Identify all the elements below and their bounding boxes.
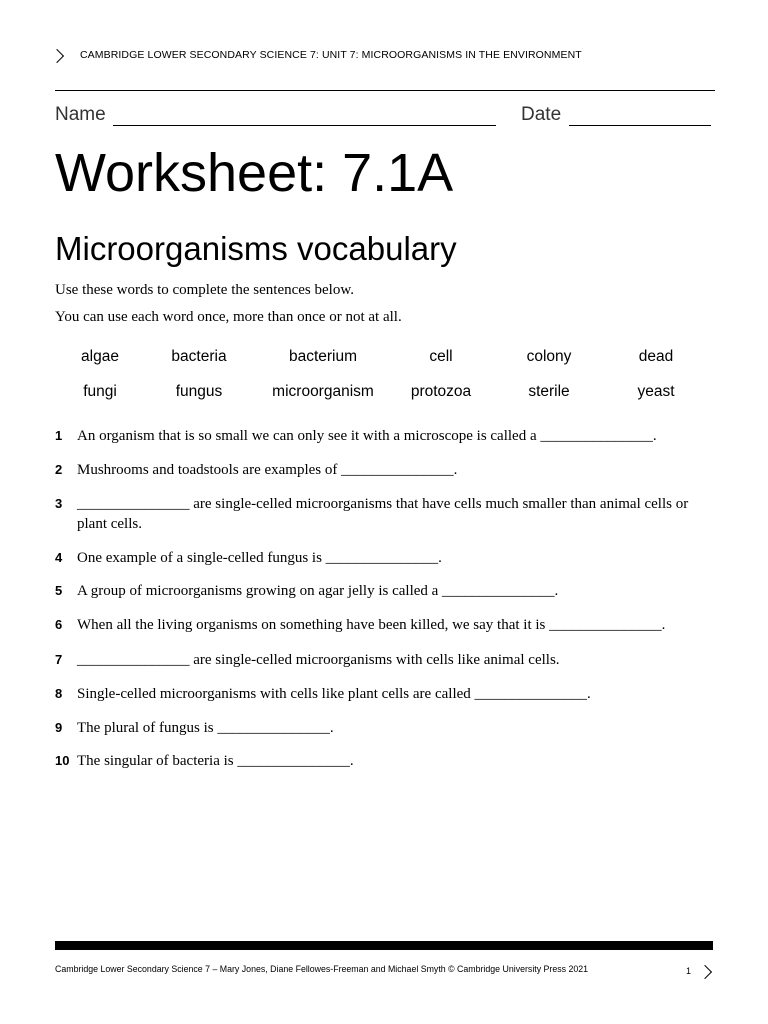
question-text: [77, 426, 717, 446]
question-number: 6: [55, 617, 63, 632]
question-number: 4: [55, 550, 63, 565]
next-page-chevron-icon[interactable]: [698, 965, 712, 979]
question-line: The singular of bacteria is _______________.: [77, 753, 354, 769]
question-text: [77, 718, 717, 738]
word-microorganism: microorganism: [272, 383, 374, 400]
question-number: 10: [55, 753, 70, 768]
question-line: _______________ are single-celled microorganisms that have cells much smaller than animal cells or: [77, 496, 689, 512]
question-line: An organism that is so small we can only see it with a microscope is called a _______________.: [77, 428, 657, 444]
question-text: [77, 615, 717, 635]
worksheet-subtitle: Microorganisms vocabulary: [55, 230, 457, 267]
question-number: 2: [55, 462, 63, 477]
running-header: CAMBRIDGE LOWER SECONDARY SCIENCE 7: UNIT 7: MICROORGANISMS IN THE ENVIRONMENT: [80, 49, 582, 61]
word-protozoa: protozoa: [410, 383, 472, 400]
instruction-2: You can use each word once, more than once or not at all.: [55, 309, 402, 325]
question-number: 3: [55, 496, 63, 511]
question-line: plant cells.: [77, 516, 142, 532]
word-yeast: yeast: [637, 383, 675, 400]
question-text: [77, 751, 717, 771]
word-fungi: fungi: [83, 383, 117, 400]
word-colony: colony: [526, 348, 572, 365]
instruction-1: Use these words to complete the sentences below.: [55, 282, 354, 298]
question-text: [77, 548, 717, 568]
name-field[interactable]: [113, 125, 496, 126]
question-number: 7: [55, 652, 63, 667]
question-number: 8: [55, 686, 63, 701]
question-text: [77, 581, 717, 601]
header-rule: [55, 90, 715, 91]
date-field[interactable]: [569, 125, 711, 126]
question-line: Single-celled microorganisms with cells like plant cells are called _______________.: [77, 686, 591, 702]
date-label: Date: [521, 104, 562, 125]
question-number: 1: [55, 428, 63, 443]
question-text: [77, 684, 717, 704]
question-text: [77, 650, 717, 670]
word-fungus: fungus: [175, 383, 223, 400]
question-line: One example of a single-celled fungus is _______________.: [77, 550, 442, 566]
word-bacterium: bacterium: [288, 348, 358, 365]
word-cell: cell: [429, 348, 453, 365]
question-number: 5: [55, 583, 63, 598]
word-dead: dead: [638, 348, 674, 365]
word-algae: algae: [81, 348, 119, 365]
question-line: Mushrooms and toadstools are examples of _______________.: [77, 462, 458, 478]
footer-bar: [55, 941, 713, 950]
name-label: Name: [55, 104, 106, 125]
word-sterile: sterile: [528, 383, 570, 400]
question-text: [77, 494, 717, 534]
chevron-right-icon: [50, 49, 64, 63]
question-line: When all the living organisms on something have been killed, we say that it is _______________.: [77, 617, 666, 633]
footer-credit: Cambridge Lower Secondary Science 7 – Mary Jones, Diane Fellowes-Freeman and Michael Smyth © Cambridge University Press 2021: [55, 964, 589, 974]
page-number: 1: [686, 966, 692, 976]
question-line: _______________ are single-celled microorganisms with cells like animal cells.: [77, 652, 560, 668]
question-line: A group of microorganisms growing on agar jelly is called a _______________.: [77, 583, 559, 599]
question-number: 9: [55, 720, 63, 735]
word-bacteria: bacteria: [171, 348, 227, 365]
question-text: [77, 460, 717, 480]
worksheet-title: Worksheet: 7.1A: [55, 143, 454, 203]
question-line: The plural of fungus is _______________.: [77, 720, 334, 736]
